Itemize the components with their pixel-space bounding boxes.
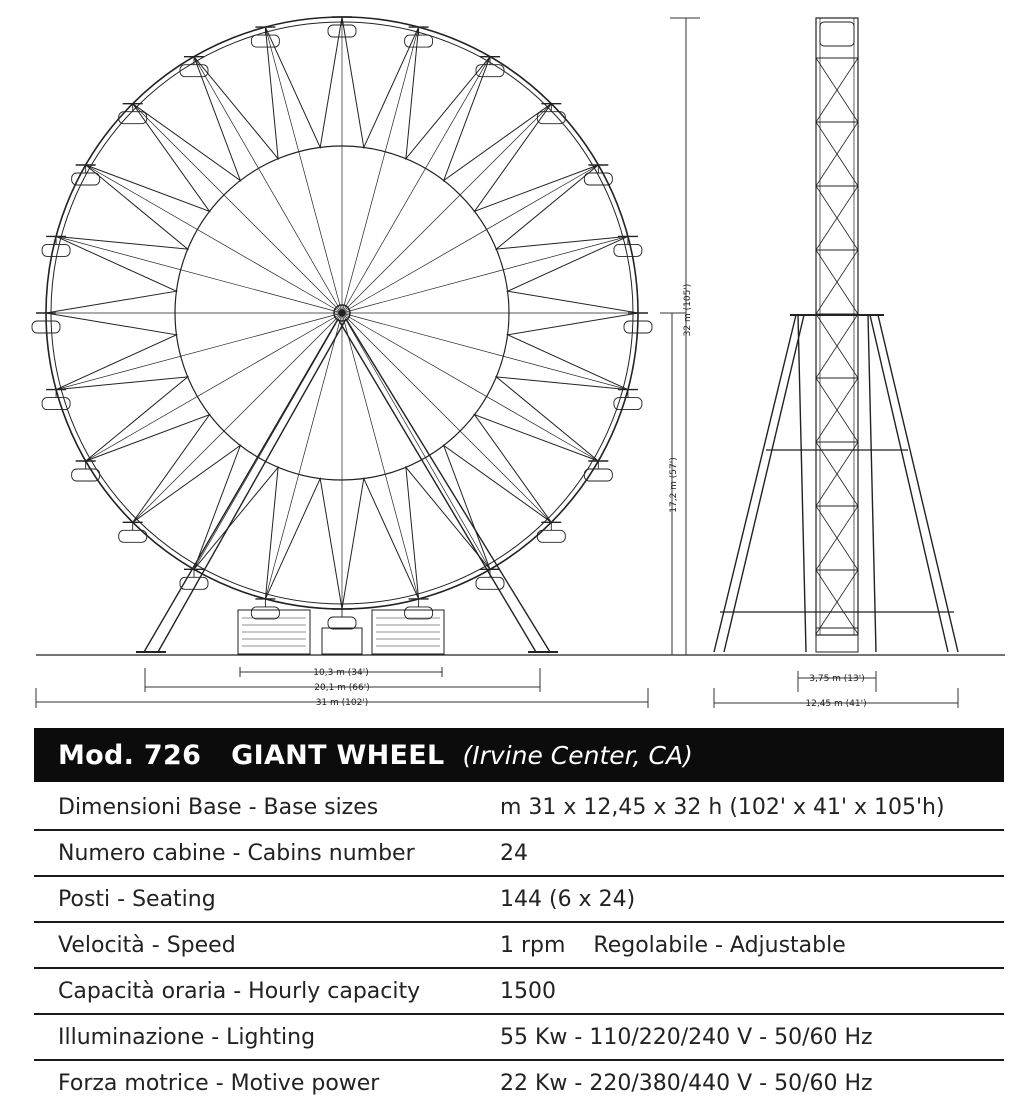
spoke (342, 57, 490, 313)
cabin (405, 35, 433, 47)
mast-brace (816, 442, 837, 474)
table-row (34, 785, 1004, 830)
cabin (251, 35, 279, 47)
mast-brace (816, 90, 837, 122)
aframe-leg (878, 315, 958, 652)
spec-value: 24 (498, 830, 1004, 876)
spec-label: Illuminazione - Lighting (34, 1014, 498, 1060)
cabin (614, 244, 642, 256)
mast-brace (816, 314, 837, 346)
spoke (86, 313, 342, 461)
mast-brace (816, 378, 837, 410)
dim-label-height-axis: 17,2 m (57') (669, 457, 679, 513)
mast-brace (816, 602, 837, 634)
spec-value: 1500 (498, 968, 1004, 1014)
dim-label-side-total: 12,45 m (41') (805, 699, 867, 709)
front-view-wheel (32, 17, 652, 654)
tower-mast (816, 18, 858, 635)
mast-brace (816, 218, 837, 250)
spoke (265, 27, 342, 313)
spoke (342, 313, 551, 522)
mast-brace (837, 442, 858, 474)
platform-center (322, 628, 362, 654)
spec-label: Forza motrice - Motive power (58, 1070, 380, 1096)
dim-label-inner-width: 10,3 m (34') (313, 668, 369, 678)
support-leg (338, 319, 536, 652)
model-title-bar (34, 728, 1004, 782)
spec-value: m 31 x 12,45 x 32 h (102' x 41' x 105'h) (498, 785, 1004, 830)
spec-value: 55 Kw - 110/220/240 V - 50/60 Hz (498, 1014, 1004, 1060)
mast-brace (816, 474, 837, 506)
cabin (405, 607, 433, 619)
spoke (56, 236, 342, 313)
spoke (86, 165, 342, 313)
aframe-leg (714, 315, 796, 652)
spoke (342, 165, 598, 313)
spec-label: Capacità oraria - Hourly capacity (34, 968, 498, 1014)
mast-brace (816, 410, 837, 442)
mast-brace (816, 506, 837, 538)
tower-base (816, 628, 858, 652)
spec-value: 1 rpm Regolabile - Adjustable (498, 922, 1004, 968)
spoke (56, 313, 342, 390)
mast-brace (837, 186, 858, 218)
spoke (133, 104, 342, 313)
cabin (584, 469, 612, 481)
spoke (342, 313, 598, 461)
mast-brace (816, 250, 837, 282)
mast-brace (816, 282, 837, 314)
mast-brace (837, 346, 858, 378)
table-row (34, 830, 1004, 876)
table-row (34, 1014, 1004, 1060)
dim-label-height-total: 32 m (105') (683, 283, 693, 337)
spec-label: Numero cabine - Cabins number (34, 830, 498, 876)
cabin (180, 65, 208, 77)
mast-brace (816, 122, 837, 154)
mast-brace (816, 154, 837, 186)
mast-brace (816, 538, 837, 570)
mast-brace (816, 346, 837, 378)
spoke (342, 313, 419, 599)
dim-label-side-inner: 3,75 m (13') (809, 674, 865, 684)
table-row (34, 1060, 1004, 1105)
spoke (342, 104, 551, 313)
product-name: GIANT WHEEL (231, 739, 445, 771)
hub-center (339, 310, 345, 316)
mast-brace (816, 186, 837, 218)
model-number: Mod. 726 (58, 739, 202, 771)
cabin (328, 617, 356, 629)
mast-brace (816, 570, 837, 602)
mast-brace (837, 538, 858, 570)
mast-brace (837, 474, 858, 506)
cabin (251, 607, 279, 619)
mast-brace (837, 90, 858, 122)
support-leg (158, 319, 346, 652)
aframe-vertical (798, 315, 806, 652)
spoke (194, 57, 342, 313)
spoke (342, 236, 628, 313)
cabin (42, 244, 70, 256)
spec-label: Velocità - Speed (34, 922, 498, 968)
table-row (34, 922, 1004, 968)
installation-location: (Irvine Center, CA) (462, 740, 693, 770)
dim-label-mid-width: 20,1 m (66') (314, 683, 370, 693)
mast-brace (837, 506, 858, 538)
mast-brace (837, 122, 858, 154)
mast-brace (837, 602, 858, 634)
dim-label-total-width: 31 m (102') (315, 698, 369, 708)
cabin (476, 65, 504, 77)
mast-brace (816, 58, 837, 90)
table-row (34, 876, 1004, 922)
spec-value: 22 Kw - 220/380/440 V - 50/60 Hz (500, 1070, 873, 1096)
cabin (72, 469, 100, 481)
aframe-leg (870, 315, 948, 652)
top-cabin (820, 22, 854, 46)
mast-brace (837, 250, 858, 282)
side-view-tower (714, 18, 958, 652)
table-row (34, 968, 1004, 1014)
spoke (342, 313, 490, 569)
spec-label: Dimensioni Base - Base sizes (34, 785, 498, 830)
spec-label: Posti - Seating (34, 876, 498, 922)
mast-brace (837, 570, 858, 602)
aframe-leg (724, 315, 804, 652)
mast-brace (837, 154, 858, 186)
mast-brace (837, 218, 858, 250)
spec-value: 144 (6 x 24) (498, 876, 1004, 922)
mast-brace (837, 282, 858, 314)
mast-brace (837, 314, 858, 346)
spec-table (34, 785, 1004, 1105)
tower-mast-inner (820, 18, 854, 635)
aframe-vertical (868, 315, 876, 652)
mast-brace (837, 58, 858, 90)
spoke (265, 313, 342, 599)
cabin (476, 577, 504, 589)
spoke (342, 27, 419, 313)
mast-brace (837, 410, 858, 442)
mast-brace (837, 378, 858, 410)
spoke (342, 313, 628, 390)
